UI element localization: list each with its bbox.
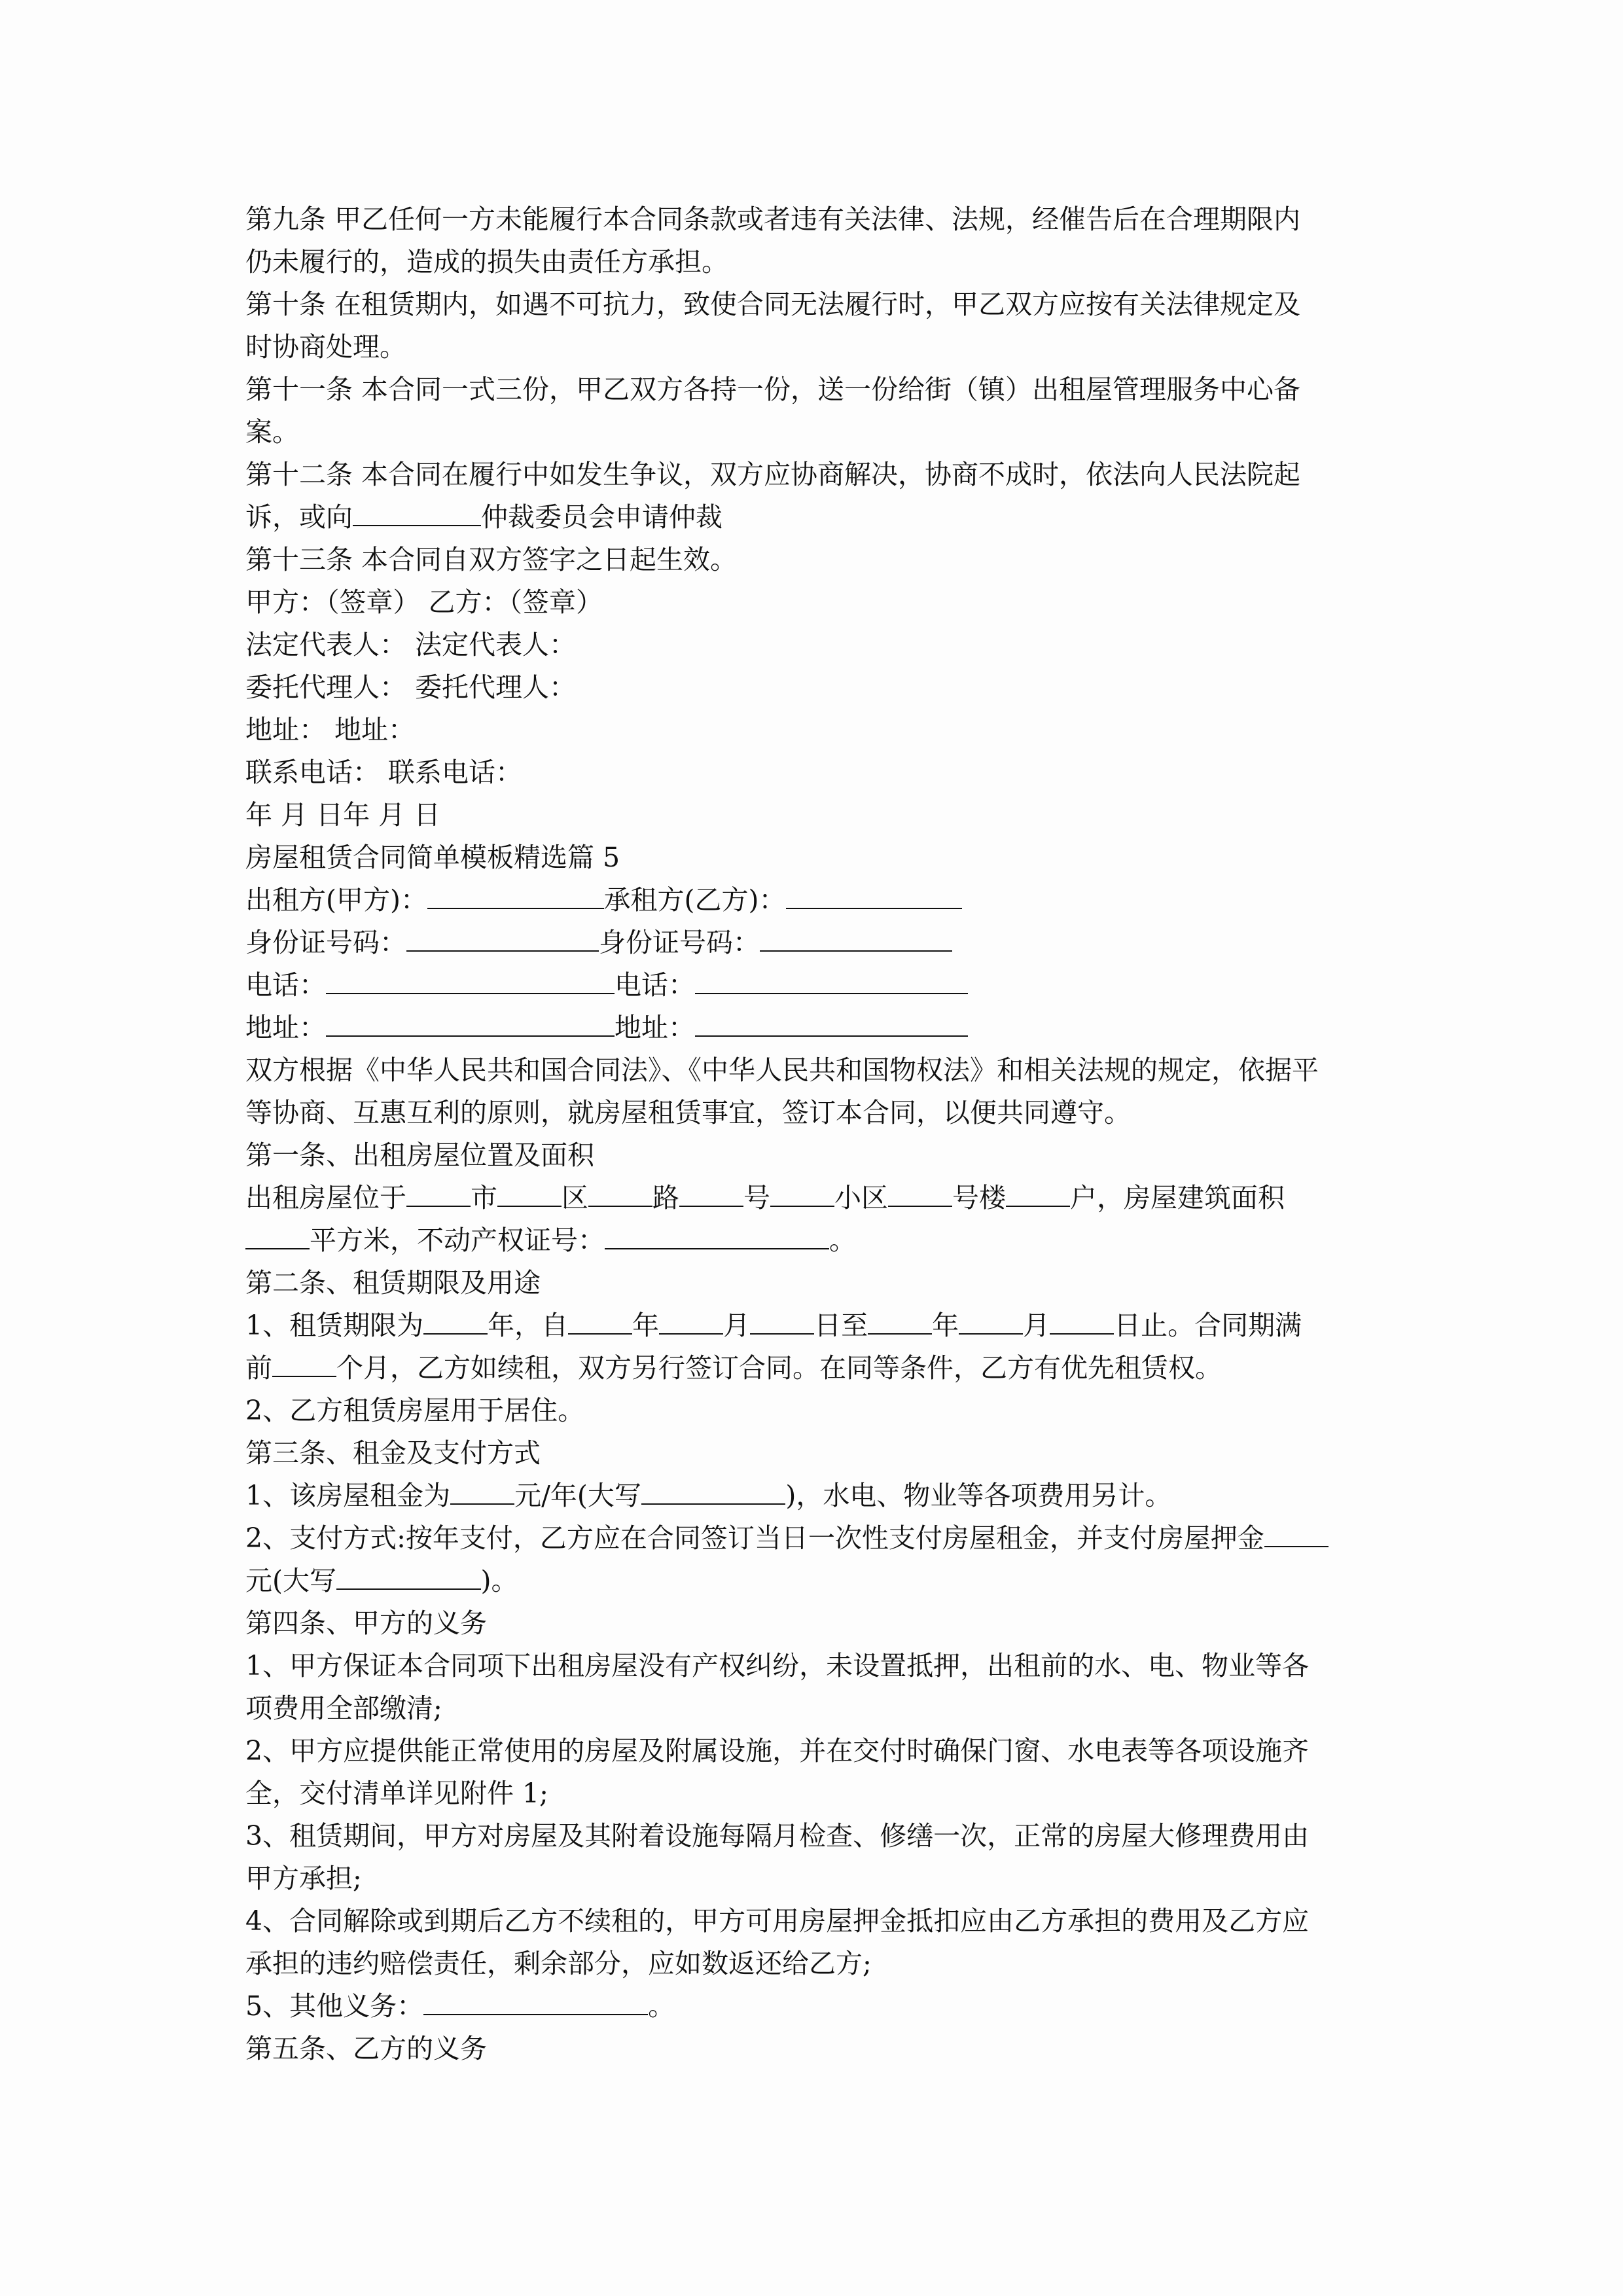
document-line xyxy=(245,1347,1384,1390)
line-text: 委托代理人： 委托代理人： xyxy=(245,672,577,703)
line-text: 第九条 甲乙任何一方未能履行本合同条款或者违有关法律、法规，经催告后在合理期限内 xyxy=(245,204,1301,235)
fill-in-blank[interactable] xyxy=(695,964,968,994)
line-text: 年 xyxy=(632,1310,660,1341)
line-text: 联系电话： 联系电话： xyxy=(245,757,523,788)
document-line xyxy=(245,326,1384,368)
document-line xyxy=(245,539,1384,581)
document-line xyxy=(245,794,1384,836)
line-text: 平方米，不动产权证号： xyxy=(310,1225,605,1256)
fill-in-blank[interactable] xyxy=(326,1007,615,1037)
document-line xyxy=(245,1219,1384,1262)
document-line xyxy=(245,1092,1384,1134)
fill-in-blank[interactable] xyxy=(679,1177,743,1207)
line-text: 日至 xyxy=(814,1310,868,1341)
fill-in-blank[interactable] xyxy=(888,1177,952,1207)
document-line xyxy=(245,2028,1384,2070)
fill-in-blank[interactable] xyxy=(497,1177,562,1207)
line-text: 路 xyxy=(652,1182,679,1213)
line-text: 电话： xyxy=(615,969,695,1001)
line-text: )。 xyxy=(480,1565,518,1596)
document-line xyxy=(245,1475,1384,1517)
line-text: 户，房屋建筑面积 xyxy=(1070,1182,1285,1213)
fill-in-blank[interactable] xyxy=(245,1219,310,1249)
fill-in-blank[interactable] xyxy=(588,1177,652,1207)
line-text: 第二条、租赁期限及用途 xyxy=(245,1267,541,1299)
line-text: 2、支付方式:按年支付，乙方应在合同签订当日一次性支付房屋租金，并支付房屋押金 xyxy=(245,1522,1264,1554)
fill-in-blank[interactable] xyxy=(1264,1517,1329,1547)
line-text: 1、甲方保证本合同项下出租房屋没有产权纠纷，未设置抵押，出租前的水、电、物业等各 xyxy=(245,1650,1310,1681)
document-line xyxy=(245,1943,1384,1985)
fill-in-blank[interactable] xyxy=(770,1177,834,1207)
line-text: 日止。合同期满 xyxy=(1114,1310,1302,1341)
document-line xyxy=(245,1730,1384,1772)
fill-in-blank[interactable] xyxy=(272,1347,336,1377)
line-text: 诉，或向 xyxy=(245,501,353,533)
line-text: 仍未履行的，造成的损失由责任方承担。 xyxy=(245,246,728,278)
document-line xyxy=(245,666,1384,709)
line-text: 甲方：（签章） 乙方：（签章） xyxy=(245,586,603,618)
document-line xyxy=(245,1049,1384,1092)
fill-in-blank[interactable] xyxy=(406,922,599,952)
line-text: 市 xyxy=(471,1182,497,1213)
line-text: 电话： xyxy=(245,969,326,1001)
document-line xyxy=(245,1815,1384,1857)
line-text: 月 xyxy=(723,1310,751,1341)
document-line xyxy=(245,1602,1384,1645)
line-text: 甲方承担; xyxy=(245,1863,362,1894)
fill-in-blank[interactable] xyxy=(760,922,952,952)
line-text: 元(大写 xyxy=(245,1565,336,1596)
document-line xyxy=(245,1985,1384,2028)
line-text: 出租房屋位于 xyxy=(245,1182,406,1213)
line-text: 1、租赁期限为 xyxy=(245,1310,424,1341)
line-text: 法定代表人： 法定代表人： xyxy=(245,629,577,660)
document-line xyxy=(245,709,1384,751)
document-line xyxy=(245,241,1384,283)
document-line xyxy=(245,879,1384,922)
line-text: 1、该房屋租金为 xyxy=(245,1480,451,1511)
document-line xyxy=(245,1517,1384,1560)
document-line xyxy=(245,1304,1384,1347)
line-text: 年 xyxy=(932,1310,959,1341)
document-line xyxy=(245,581,1384,624)
document-line xyxy=(245,496,1384,539)
document-line xyxy=(245,283,1384,326)
line-text: 小区 xyxy=(834,1182,888,1213)
line-text: 第一条、出租房屋位置及面积 xyxy=(245,1139,594,1171)
document-line xyxy=(245,836,1384,879)
fill-in-blank[interactable] xyxy=(1050,1304,1114,1335)
line-text: 地址： xyxy=(615,1012,695,1043)
document-line xyxy=(245,1262,1384,1304)
line-text: 第十三条 本合同自双方签字之日起生效。 xyxy=(245,544,738,575)
line-text: 4、合同解除或到期后乙方不续租的，甲方可用房屋押金抵扣应由乙方承担的费用及乙方应 xyxy=(245,1905,1310,1937)
document-line xyxy=(245,1390,1384,1432)
fill-in-blank[interactable] xyxy=(786,879,963,909)
line-text: 房屋租赁合同简单模板精选篇 5 xyxy=(245,842,620,873)
line-text: 第五条、乙方的义务 xyxy=(245,2033,487,2064)
line-text: 元/年(大写 xyxy=(514,1480,641,1511)
line-text: 年 月 日年 月 日 xyxy=(245,799,441,831)
line-text: 时协商处理。 xyxy=(245,331,406,363)
contract-text-column xyxy=(245,198,1384,2070)
line-text: 第三条、租金及支付方式 xyxy=(245,1437,541,1469)
document-line xyxy=(245,1007,1384,1049)
fill-in-blank[interactable] xyxy=(336,1560,481,1590)
line-text: 2、甲方应提供能正常使用的房屋及附属设施，并在交付时确保门窗、水电表等各项设施齐 xyxy=(245,1735,1310,1767)
line-text: 年，自 xyxy=(488,1310,569,1341)
line-text: )，水电、物业等各项费用另计。 xyxy=(785,1480,1172,1511)
fill-in-blank[interactable] xyxy=(659,1304,723,1335)
line-text: 月 xyxy=(1023,1310,1050,1341)
document-line xyxy=(245,198,1384,241)
fill-in-blank[interactable] xyxy=(868,1304,932,1335)
document-line xyxy=(245,1772,1384,1815)
fill-in-blank[interactable] xyxy=(641,1475,786,1505)
fill-in-blank[interactable] xyxy=(406,1177,471,1207)
line-text: 第十一条 本合同一式三份，甲乙双方各持一份，送一份给街（镇）出租屋管理服务中心备 xyxy=(245,374,1301,405)
document-line xyxy=(245,1432,1384,1475)
line-text: 出租方(甲方)： xyxy=(245,884,427,916)
fill-in-blank[interactable] xyxy=(326,964,615,994)
line-text: 第十条 在租赁期内，如遇不可抗力，致使合同无法履行时，甲乙双方应按有关法律规定及 xyxy=(245,289,1301,320)
fill-in-blank[interactable] xyxy=(423,1985,648,2015)
line-text: 等协商、互惠互利的原则，就房屋租赁事宜，签订本合同，以便共同遵守。 xyxy=(245,1097,1131,1128)
line-text: 承租方(乙方)： xyxy=(603,884,786,916)
line-text: 号 xyxy=(743,1182,770,1213)
fill-in-blank[interactable] xyxy=(750,1304,814,1335)
line-text: 全，交付清单详见附件 1; xyxy=(245,1778,548,1809)
line-text: 承担的违约赔偿责任，剩余部分，应如数返还给乙方; xyxy=(245,1948,872,1979)
fill-in-blank[interactable] xyxy=(959,1304,1023,1335)
line-text: 仲裁委员会申请仲裁 xyxy=(481,501,722,533)
document-line xyxy=(245,1645,1384,1687)
line-text: 。 xyxy=(829,1225,856,1256)
document-line xyxy=(245,454,1384,496)
line-text: 双方根据《中华人民共和国合同法》、《中华人民共和国物权法》和相关法规的规定，依据平 xyxy=(245,1054,1319,1086)
fill-in-blank[interactable] xyxy=(1006,1177,1070,1207)
fill-in-blank[interactable] xyxy=(450,1475,514,1505)
document-line xyxy=(245,1900,1384,1943)
document-line xyxy=(245,624,1384,666)
document-line xyxy=(245,1687,1384,1730)
fill-in-blank[interactable] xyxy=(605,1219,829,1249)
line-text: 地址： 地址： xyxy=(245,714,416,745)
fill-in-blank[interactable] xyxy=(427,879,604,909)
line-text: 案。 xyxy=(245,416,299,448)
line-text: 2、乙方租赁房屋用于居住。 xyxy=(245,1395,585,1426)
line-text: 第四条、甲方的义务 xyxy=(245,1607,487,1639)
line-text: 前 xyxy=(245,1352,272,1384)
document-line xyxy=(245,1177,1384,1219)
document-line xyxy=(245,1857,1384,1900)
line-text: 3、租赁期间，甲方对房屋及其附着设施每隔月检查、修缮一次，正常的房屋大修理费用由 xyxy=(245,1820,1310,1852)
line-text: 区 xyxy=(562,1182,588,1213)
document-line xyxy=(245,1134,1384,1177)
document-line xyxy=(245,751,1384,794)
document-line xyxy=(245,964,1384,1007)
fill-in-blank[interactable] xyxy=(423,1304,488,1335)
document-line xyxy=(245,368,1384,411)
fill-in-blank[interactable] xyxy=(353,496,481,526)
line-text: 身份证号码： xyxy=(599,927,760,958)
fill-in-blank[interactable] xyxy=(695,1007,968,1037)
line-text: 身份证号码： xyxy=(245,927,406,958)
line-text: 5、其他义务： xyxy=(245,1990,424,2022)
document-line xyxy=(245,922,1384,964)
fill-in-blank[interactable] xyxy=(568,1304,632,1335)
line-text: 号楼 xyxy=(952,1182,1006,1213)
line-text: 第十二条 本合同在履行中如发生争议，双方应协商解决，协商不成时，依法向人民法院起 xyxy=(245,459,1301,490)
line-text: 。 xyxy=(648,1990,675,2022)
document-line xyxy=(245,411,1384,454)
document-line xyxy=(245,1560,1384,1602)
line-text: 个月，乙方如续租，双方另行签订合同。在同等条件，乙方有优先租赁权。 xyxy=(336,1352,1222,1384)
line-text: 地址： xyxy=(245,1012,326,1043)
line-text: 项费用全部缴清; xyxy=(245,1693,442,1724)
